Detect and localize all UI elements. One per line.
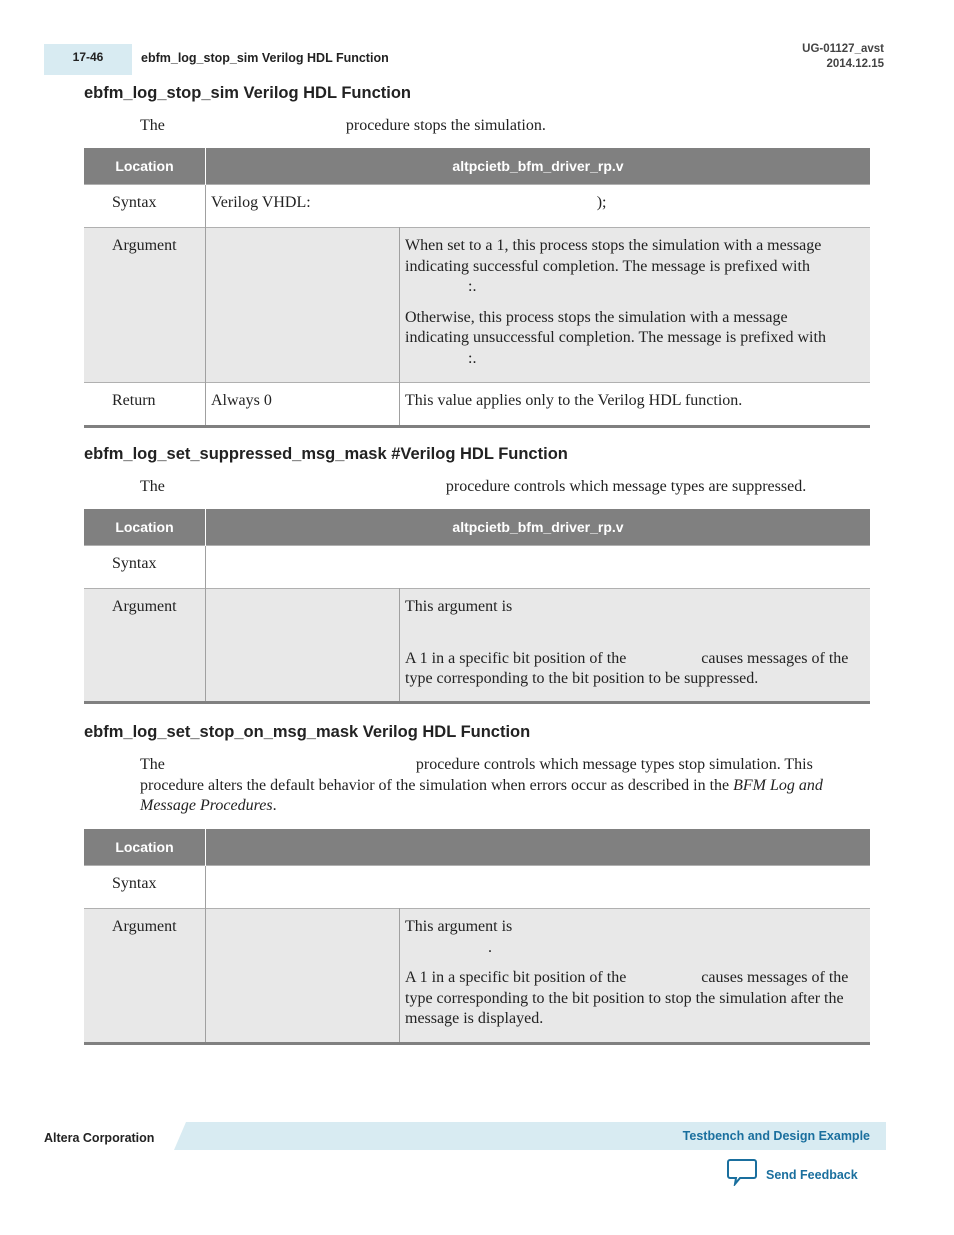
argument-text-end: . [488, 938, 492, 956]
argument-name-cell [206, 228, 400, 383]
section-heading-log-stop-sim: ebfm_log_stop_sim Verilog HDL Function [84, 84, 411, 102]
syntax-end: ); [596, 194, 607, 211]
column-header-location: Location [84, 509, 206, 546]
intro-text: procedure controls which message types stop simulation. This procedure alters the default behavior of the simulation when errors occur as described in the [140, 756, 813, 794]
intro-end: . [272, 797, 277, 814]
column-header-location: Location [84, 148, 206, 185]
table-row [84, 909, 870, 1044]
function-table-stop-on-msg-mask [84, 829, 870, 1045]
speech-bubble-icon [727, 1158, 757, 1191]
table-header-row [84, 148, 870, 185]
footer-company: Altera Corporation [44, 1131, 155, 1145]
syntax-cell [206, 546, 871, 589]
table-row [84, 383, 870, 427]
table-row [84, 866, 870, 909]
return-value: Always 0 [206, 383, 400, 427]
row-label-return: Return [84, 383, 206, 427]
doc-id-block [802, 42, 884, 72]
section-intro [140, 755, 850, 817]
column-header-file [206, 829, 871, 866]
function-table-suppressed-msg-mask [84, 509, 870, 704]
argument-text: A 1 in a specific bit position of the [405, 649, 627, 667]
function-table-log-stop-sim [84, 148, 870, 428]
row-label-syntax: Syntax [84, 546, 206, 589]
row-label-argument: Argument [84, 228, 206, 383]
argument-paragraph [405, 236, 850, 298]
row-label-syntax: Syntax [84, 185, 206, 228]
argument-paragraph: This argument is [405, 598, 513, 615]
doc-date: 2014.12.15 [826, 58, 884, 70]
section-intro [140, 116, 546, 137]
syntax-value: Verilog VHDL: [211, 194, 311, 211]
argument-text: Otherwise, this process stops the simulation with a message indicating unsuccessful completion. The message is prefixed with [405, 308, 826, 346]
argument-text: This argument is [405, 918, 513, 935]
cross-reference-link[interactable]: BFM Log and Message Procedures [140, 776, 823, 814]
return-description: This value applies only to the Verilog HDL function. [400, 383, 871, 427]
intro-the: The [140, 756, 165, 773]
doc-id: UG-01127_avst [802, 43, 884, 55]
footer-band-cut [174, 1122, 186, 1150]
table-row [84, 228, 870, 383]
running-title: ebfm_log_stop_sim Verilog HDL Function [141, 51, 389, 65]
table-row [84, 589, 870, 703]
column-header-file: altpcietb_bfm_driver_rp.v [206, 148, 871, 185]
argument-text: When set to a 1, this process stops the simulation with a message indicating successful completion. The message is prefixed with [405, 237, 822, 275]
row-label-argument: Argument [84, 909, 206, 1044]
intro-the: The [140, 478, 165, 495]
argument-text-end: causes messages of the type corresponding to the bit position to stop the simulation after the message is displayed. [405, 969, 849, 1027]
argument-desc-cell [400, 909, 871, 1044]
intro-text: procedure controls which message types are suppressed. [445, 478, 807, 495]
intro-the: The [140, 117, 165, 134]
table-header-row [84, 509, 870, 546]
intro-text: procedure stops the simulation. [345, 117, 546, 134]
send-feedback-button[interactable] [727, 1158, 858, 1191]
row-label-argument: Argument [84, 589, 206, 703]
table-row [84, 185, 870, 228]
argument-text-end: :. [468, 349, 477, 367]
argument-paragraph [405, 917, 850, 958]
argument-desc-cell [400, 589, 871, 703]
table-header-row [84, 829, 870, 866]
row-label-syntax: Syntax [84, 866, 206, 909]
argument-desc-cell [400, 228, 871, 383]
section-heading-stop-on-msg-mask: ebfm_log_set_stop_on_msg_mask Verilog HDL Function [84, 723, 531, 741]
argument-paragraph [405, 308, 850, 370]
argument-paragraph [405, 649, 850, 690]
syntax-cell [206, 866, 871, 909]
argument-text-end: causes messages of the type corresponding to the bit position to be suppressed. [405, 649, 849, 687]
column-header-file: altpcietb_bfm_driver_rp.v [206, 509, 871, 546]
argument-name-cell [206, 589, 400, 703]
footer-section-link[interactable]: Testbench and Design Example [682, 1129, 870, 1143]
syntax-cell [206, 185, 871, 228]
send-feedback-label: Send Feedback [766, 1167, 858, 1182]
argument-paragraph [405, 968, 850, 1030]
column-header-location: Location [84, 829, 206, 866]
table-row [84, 546, 870, 589]
section-heading-suppressed-msg-mask: ebfm_log_set_suppressed_msg_mask #Verilog HDL Function [84, 445, 568, 463]
argument-name-cell [206, 909, 400, 1044]
page-number: 17-46 [72, 50, 104, 64]
section-intro [140, 477, 806, 498]
argument-text: A 1 in a specific bit position of the [405, 969, 627, 986]
argument-text-end: :. [468, 278, 477, 295]
